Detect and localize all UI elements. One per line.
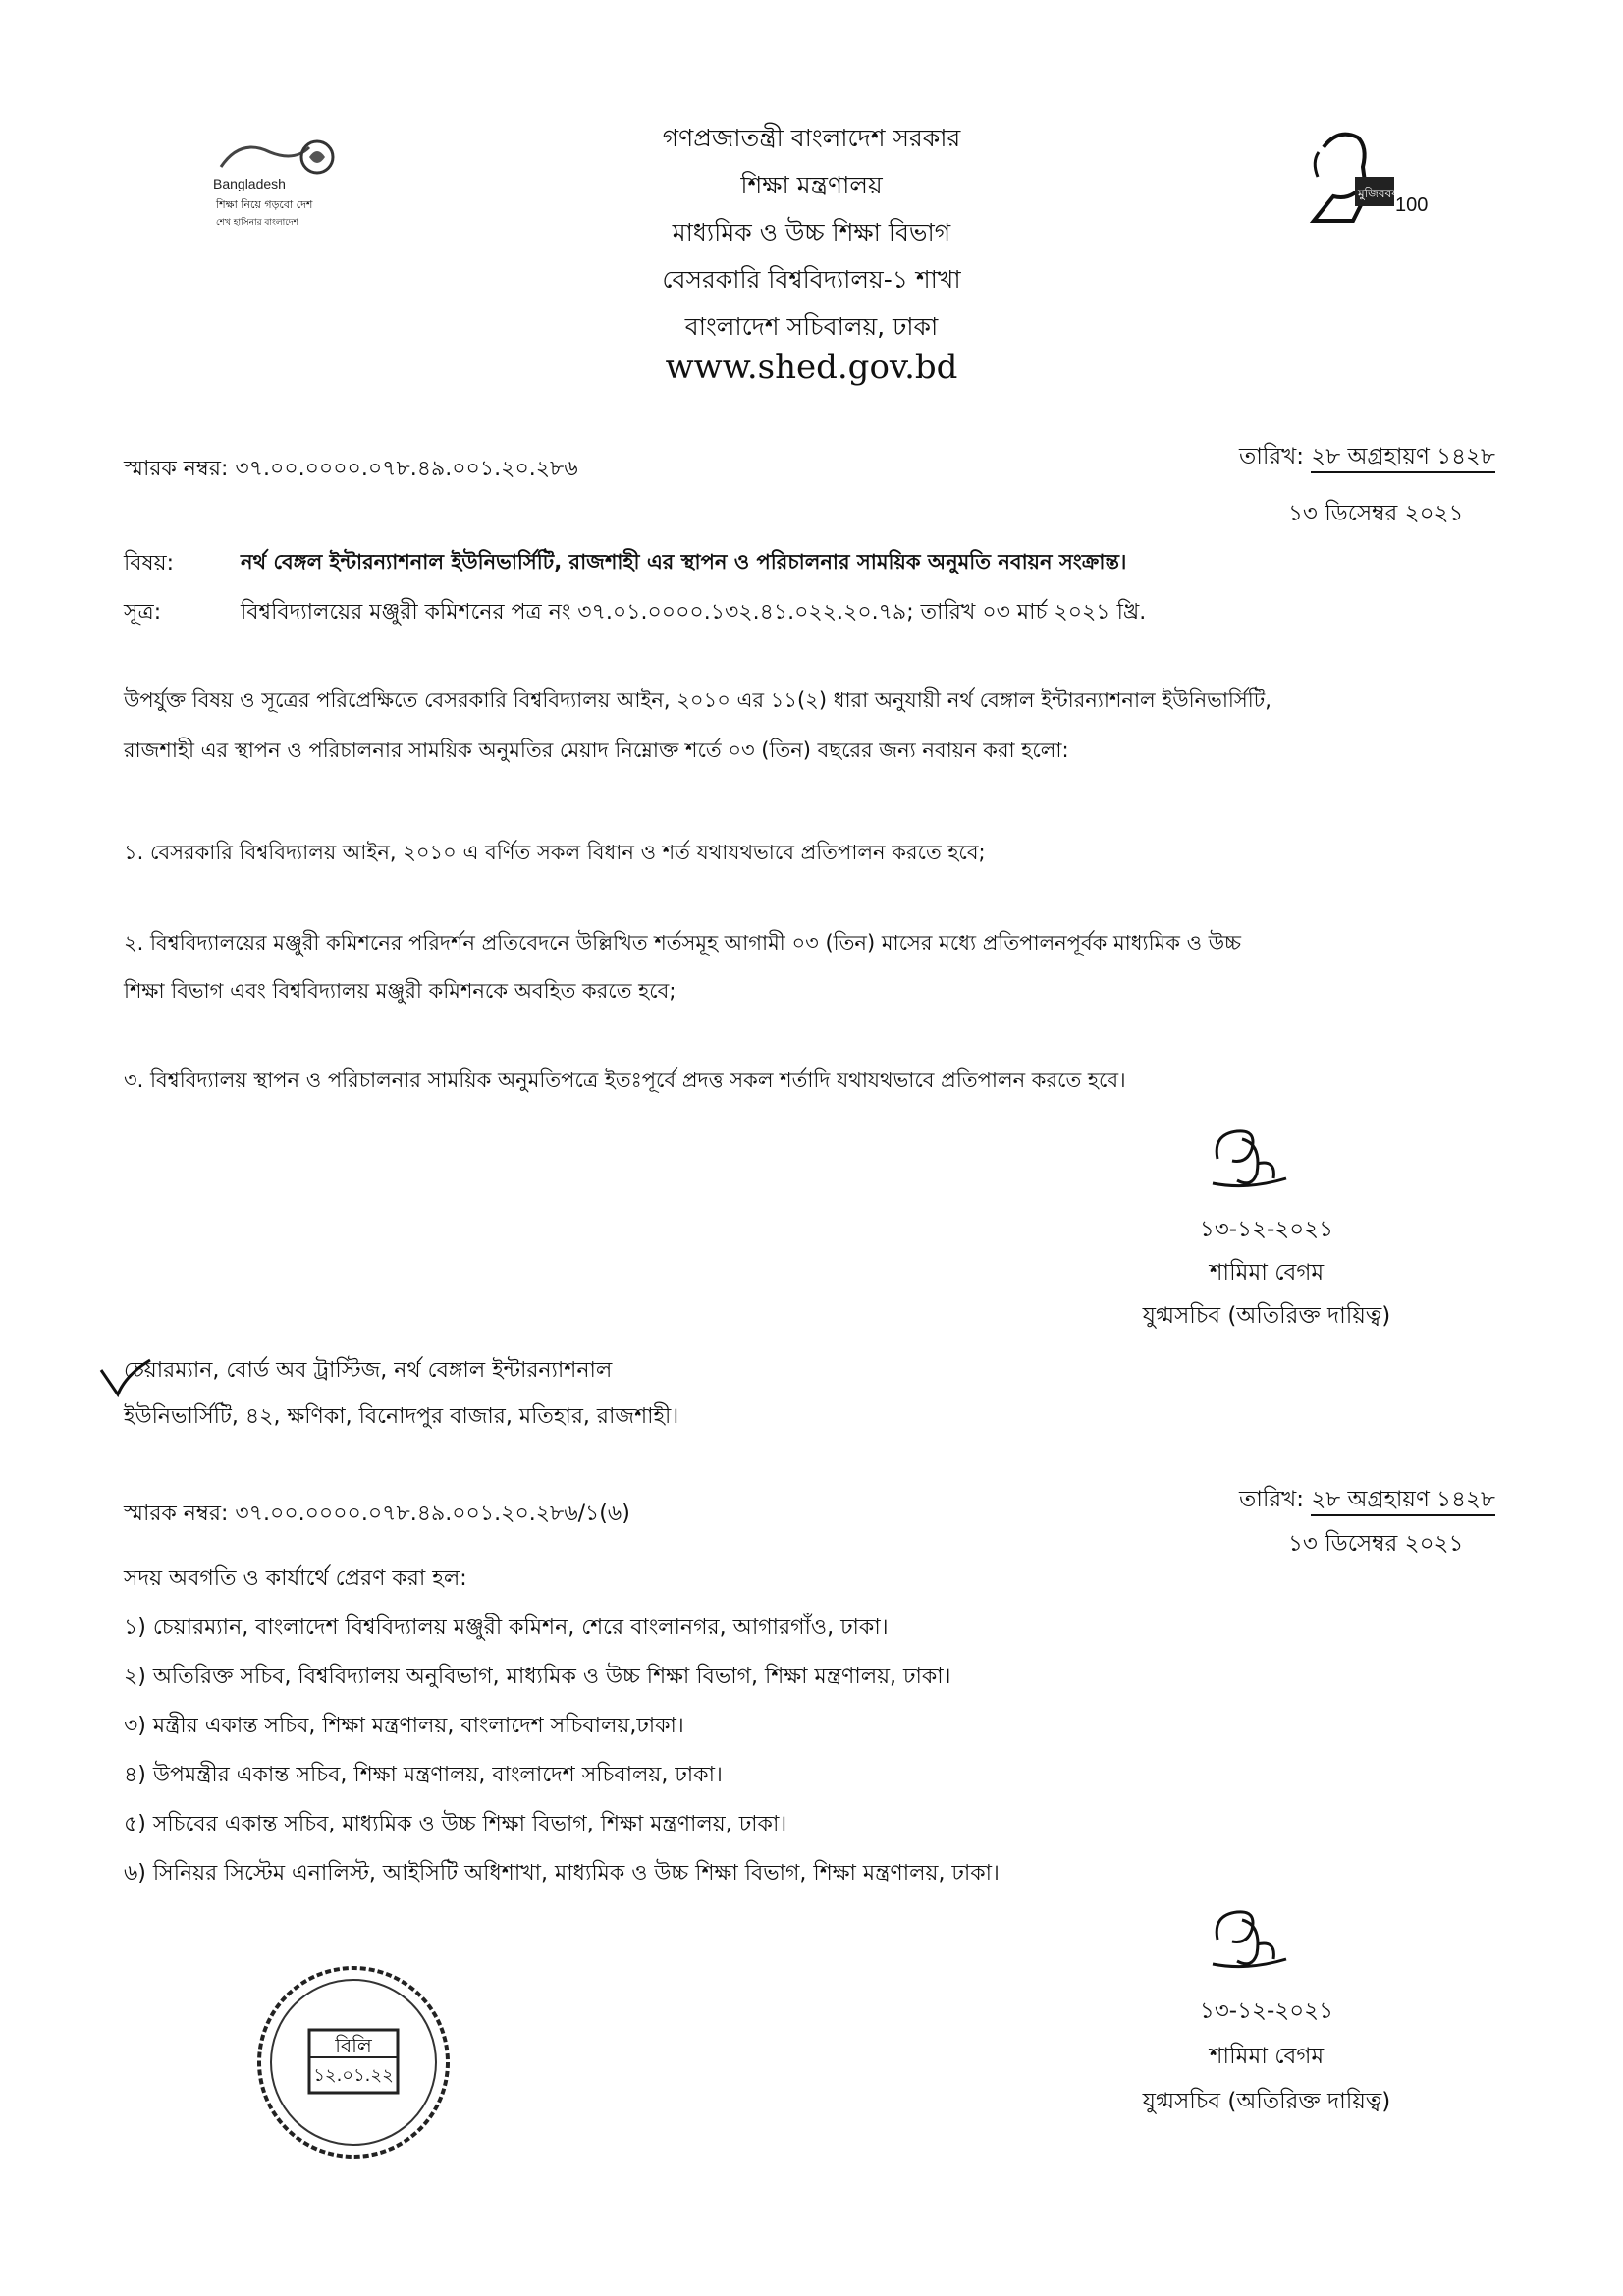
- condition-2-line-2: শিক্ষা বিভাগ এবং বিশ্ববিদ্যালয় মঞ্জুরী কমিশনকে অবহিত করতে হবে;: [124, 979, 676, 1003]
- stamp-top: বিলি: [335, 2034, 372, 2057]
- svg-text:Bangladesh: Bangladesh: [213, 176, 286, 191]
- signature-1-date: ১৩-১২-২০২১: [1199, 1217, 1334, 1242]
- left-logo-caption-2: শেখ হাসিনার বাংলাদেশ: [216, 218, 298, 228]
- signature-1-name: শামিমা বেগম: [1209, 1260, 1325, 1285]
- memo2-date: [1239, 1481, 1495, 1519]
- header-website[interactable]: www.shed.gov.bd: [665, 348, 958, 387]
- intro-line-2: রাজশাহী এর স্থাপন ও পরিচালনার সাময়িক অনুমতির মেয়াদ নিম্নোক্ত শর্তে ০৩ (তিন) বছরের জন্য নবায়ন করা হলো:: [124, 738, 1069, 762]
- subject-label: বিষয়:: [124, 551, 175, 575]
- source-label: সূত্র:: [124, 600, 162, 625]
- signature-1-icon: [1203, 1120, 1296, 1198]
- recipient-line-1: চেয়ারম্যান, বোর্ড অব ট্রাস্টিজ, নর্থ বেঙ্গাল ইন্টারন্যাশনাল: [124, 1358, 613, 1383]
- memo1-date-label: তারিখ:: [1239, 444, 1305, 469]
- signature-2-block: [1119, 1989, 1414, 2124]
- svg-text:100: 100: [1395, 194, 1429, 216]
- distribution-item: ৬) সিনিয়র সিস্টেম এনালিস্ট, আইসিটি অধিশাখা, মাধ্যমিক ও উচ্চ শিক্ষা বিভাগ, শিক্ষা মন্ত্রণালয়, ঢাকা।: [124, 1861, 1000, 1886]
- distribution-item: ৩) মন্ত্রীর একান্ত সচিব, শিক্ষা মন্ত্রণালয়, বাংলাদেশ সচিবালয়,ঢাকা।: [124, 1714, 684, 1738]
- header-secretariat: বাংলাদেশ সচিবালয়, ঢাকা: [684, 312, 939, 341]
- condition-1: ১. বেসরকারি বিশ্ববিদ্যালয় আইন, ২০১০ এ বর্ণিত সকল বিধান ও শর্ত যথাযথভাবে প্রতিপালন করতে হবে;: [124, 841, 986, 864]
- memo2-date-en: ১৩ ডিসেম্বর ২০২১: [1288, 1531, 1464, 1557]
- header-division: মাধ্যমিক ও উচ্চ শিক্ষা বিভাগ: [672, 218, 951, 246]
- official-stamp: [250, 1959, 457, 2165]
- header-ministry: শিক্ষা মন্ত্রণালয়: [740, 171, 883, 199]
- svg-text:মুজিববর্ষ: মুজিববর্ষ: [1358, 187, 1398, 200]
- memo2-ref-label: স্মারক নম্বর:: [124, 1502, 229, 1526]
- signature-2-name: শামিমা বেগম: [1209, 2044, 1325, 2069]
- memo1-date: [1239, 438, 1495, 476]
- signature-1-block: [1119, 1208, 1414, 1338]
- memo1-date-bn: ২৮ অগ্রহায়ণ ১৪২৮: [1311, 444, 1495, 473]
- condition-3: ৩. বিশ্ববিদ্যালয় স্থাপন ও পরিচালনার সাময়িক অনুমতিপত্রে ইতঃপূর্বে প্রদত্ত সকল শর্তাদি যথাযথভাবে প্রতিপালন করতে হবে।: [124, 1068, 1126, 1092]
- header-government: গণপ্রজাতন্ত্রী বাংলাদেশ সরকার: [662, 124, 961, 152]
- signature-2-date: ১৩-১২-২০২১: [1199, 1998, 1334, 2024]
- memo2-ref-value: ৩৭.০০.০০০০.০৭৮.৪৯.০০১.২০.২৮৬/১(৬): [235, 1502, 630, 1526]
- distribution-item: ২) অতিরিক্ত সচিব, বিশ্ববিদ্যালয় অনুবিভাগ, মাধ্যমিক ও উচ্চ শিক্ষা বিভাগ, শিক্ষা মন্ত্রণালয়, ঢাকা।: [124, 1665, 951, 1689]
- signature-2-icon: [1203, 1900, 1296, 1979]
- distribution-item: ৫) সচিবের একান্ত সচিব, মাধ্যমিক ও উচ্চ শিক্ষা বিভাগ, শিক্ষা মন্ত্রণালয়, ঢাকা।: [124, 1812, 787, 1836]
- recipient-line-2: ইউনিভার্সিটি, ৪২, ক্ষণিকা, বিনোদপুর বাজার, মতিহার, রাজশাহী।: [124, 1404, 679, 1429]
- memo2-date-label: তারিখ:: [1239, 1487, 1305, 1512]
- condition-2-line-1: ২. বিশ্ববিদ্যালয়ের মঞ্জুরী কমিশনের পরিদর্শন প্রতিবেদনে উল্লিখিত শর্তসমূহ আগামী ০৩ (তিন) মাসের মধ্যে প্রতিপালনপূর্বক মাধ্যমিক ও উচ্চ: [124, 931, 1242, 955]
- header-section: বেসরকারি বিশ্ববিদ্যালয়-১ শাখা: [662, 265, 961, 294]
- stamp-date: ১২.০১.২২: [313, 2065, 394, 2086]
- memo1-ref-label: স্মারক নম্বর:: [124, 457, 229, 481]
- memo2-ref: [124, 1497, 630, 1533]
- memo2-date-bn: ২৮ অগ্রহায়ণ ১৪২৮: [1311, 1487, 1495, 1516]
- distribution-item: ১) চেয়ারম্যান, বাংলাদেশ বিশ্ববিদ্যালয় মঞ্জুরী কমিশন, শেরে বাংলানগর, আগারগাঁও, ঢাকা।: [124, 1615, 889, 1640]
- memo1-date-en: ১৩ ডিসেম্বর ২০২১: [1288, 501, 1464, 526]
- distribution-item: ৪) উপমন্ত্রীর একান্ত সচিব, শিক্ষা মন্ত্রণালয়, বাংলাদেশ সচিবালয়, ঢাকা।: [124, 1763, 723, 1787]
- signature-2-designation: যুগ্মসচিব (অতিরিক্ত দায়িত্ব): [1142, 2089, 1391, 2114]
- source-text: বিশ্ববিদ্যালয়ের মঞ্জুরী কমিশনের পত্র নং ৩৭.০১.০০০০.১৩২.৪১.০২২.২০.৭৯; তারিখ ০৩ মার্চ ২০২১ খ্রি.: [241, 600, 1147, 625]
- intro-line-1: উপর্যুক্ত বিষয় ও সূত্রের পরিপ্রেক্ষিতে বেসরকারি বিশ্ববিদ্যালয় আইন, ২০১০ এর ১১(২) ধারা অনুযায়ী নর্থ বেঙ্গাল ইন্টারন্যাশনাল ইউনিভার্সিটি,: [124, 688, 1271, 712]
- memo1-ref-value: ৩৭.০০.০০০০.০৭৮.৪৯.০০১.২০.২৮৬: [235, 457, 578, 481]
- subject-text: নর্থ বেঙ্গল ইন্টারন্যাশনাল ইউনিভার্সিটি, রাজশাহী এর স্থাপন ও পরিচালনার সাময়িক অনুমতি নবায়ন সংক্রান্ত।: [241, 550, 1127, 574]
- left-logo-caption-1: শিক্ষা নিয়ে গড়বো দেশ: [216, 198, 313, 211]
- memo1-ref: [124, 452, 578, 488]
- signature-1-designation: যুগ্মসচিব (অতিরিক্ত দায়িত্ব): [1142, 1303, 1391, 1329]
- distribution-intro: সদয় অবগতি ও কার্যার্থে প্রেরণ করা হল:: [124, 1566, 467, 1591]
